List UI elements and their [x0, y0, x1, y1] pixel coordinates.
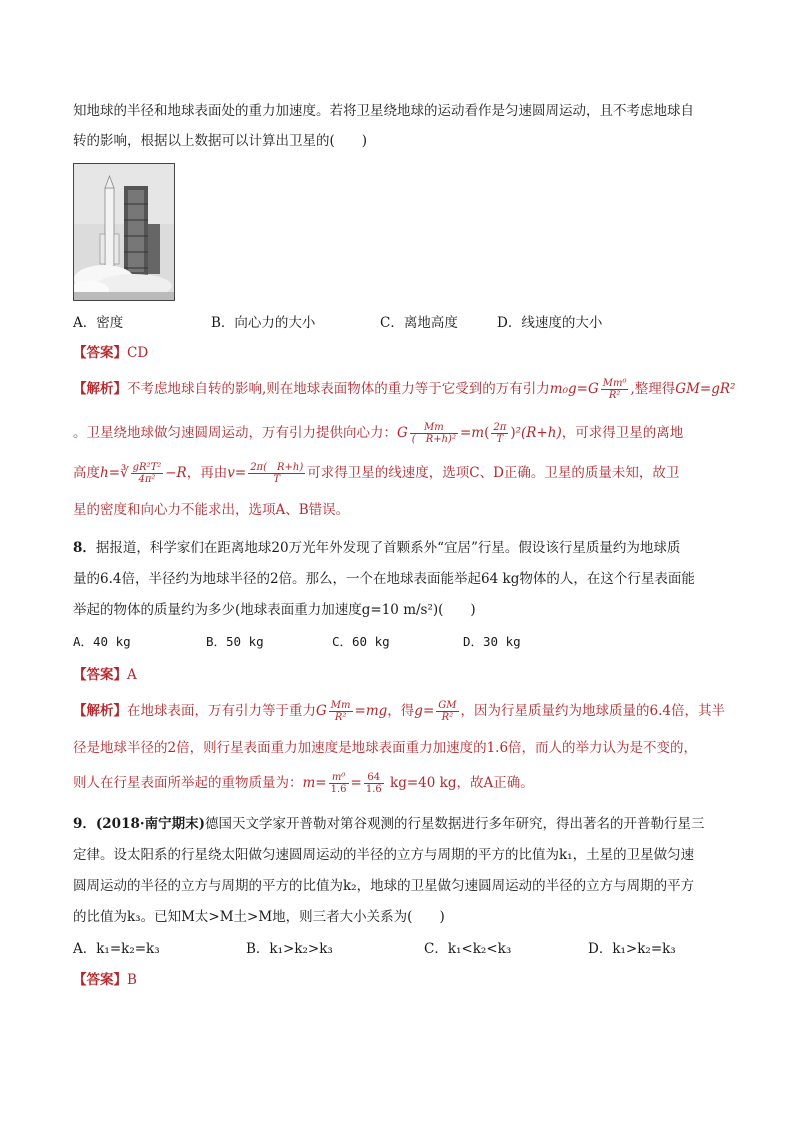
- question-number: 8．: [73, 540, 96, 556]
- q7-stem-line1: 知地球的半径和地球表面处的重力加速度。若将卫星绕地球的运动看作是匀速圆周运动，且不考虑地球自: [73, 103, 694, 119]
- answer-tag: 【答案】: [73, 972, 127, 988]
- formula: GM=gR²: [675, 381, 736, 397]
- fraction: [248, 462, 305, 485]
- q8-analysis-line3: [73, 772, 534, 795]
- q8-analysis-line1: [73, 700, 725, 723]
- q9-option-a: A．k₁=k₂=k₃: [73, 941, 160, 957]
- formula: =mg: [354, 703, 388, 719]
- analysis-text: ，因为行星质量约为地球质量的6.4倍，其半: [460, 703, 725, 719]
- question-text: 据报道，科学家们在距离地球20万光年外发现了首颗系外“宜居”行星。假设该行星质量约为地球质: [95, 540, 681, 556]
- denominator: R²: [441, 712, 454, 723]
- q7-stem-line2: 转的影响，根据以上数据可以计算出卫星的( ): [73, 133, 368, 149]
- analysis-text: ，故A正确。: [456, 775, 534, 791]
- fraction: [364, 772, 384, 795]
- q8-option-c: C．60 kg: [332, 634, 390, 649]
- q8-option-a: A．40 kg: [73, 634, 131, 649]
- analysis-text: 不考虑地球自转的影响,则在地球表面物体的重力等于它受到的万有引力: [127, 381, 550, 397]
- numerator: gR²T²: [132, 462, 162, 473]
- denominator: ( R+h)²: [411, 434, 456, 445]
- formula: h=: [100, 465, 121, 481]
- numerator: Mm: [330, 700, 351, 711]
- numerator: GM: [438, 700, 457, 711]
- q9-answer: [73, 970, 137, 990]
- analysis-text: ，可求得卫星的离地: [561, 425, 684, 441]
- q9-stem-line2: 定律。设太阳系的行星绕太阳做匀速圆周运动的半径的立方与周期的平方的比值为k₁，土星的卫星做匀速: [73, 847, 695, 863]
- analysis-text: 在地球表面，万有引力等于重力: [127, 703, 316, 719]
- formula: m=: [302, 775, 327, 791]
- analysis-text: 可求得卫星的线速度，选项C、D正确。卫星的质量未知，故卫: [307, 465, 680, 481]
- formula: =m: [459, 425, 485, 441]
- q8-answer: [73, 665, 137, 685]
- answer-tag: 【答案】: [73, 345, 127, 361]
- q8-stem-line2: 量的6.4倍，半径约为地球半径的2倍。那么，一个在地球表面能举起64 kg物体的人，在这个行星表面能: [73, 571, 695, 587]
- denominator: R²: [608, 390, 621, 401]
- q8-option-d: D．30 kg: [463, 634, 521, 649]
- q7-option-d: D．线速度的大小: [497, 315, 603, 331]
- q7-analysis-line2: 。卫星绕地球做匀速圆周运动，万有引力提供向心力：G $\frac{Mm}{\text{( R+h)²}}$ =m( $\frac{2\pi}{T}$ )²(R+h)，可求得卫星的离地: [73, 422, 684, 445]
- q8-option-b: B．50 kg: [206, 634, 264, 649]
- analysis-text: ,整理得: [630, 381, 676, 397]
- analysis-text: 。卫星绕地球做匀速圆周运动，万有引力提供向心力：: [73, 425, 397, 441]
- answer-value: CD: [127, 345, 149, 361]
- q7-analysis-line1: [73, 378, 735, 401]
- fraction: [601, 378, 629, 401]
- denominator: T: [273, 474, 281, 485]
- q9-option-c: C．k₁<k₂<k₃: [424, 941, 512, 957]
- numerator: 2π: [493, 422, 507, 433]
- fraction: [329, 700, 353, 723]
- analysis-text: 则人在行星表面所举起的重物质量为：: [73, 775, 303, 791]
- question-text: 德国天文学家开普勒对第谷观测的行星数据进行多年研究，得出著名的开普勒行星三: [204, 816, 705, 832]
- denominator: T: [496, 434, 504, 445]
- numerator: m⁰: [329, 772, 349, 784]
- analysis-text: 高度: [73, 465, 100, 481]
- analysis-text: ，再由: [186, 465, 228, 481]
- answer-tag: 【答案】: [73, 667, 127, 683]
- formula: =: [350, 775, 362, 791]
- q8-stem-line1: [73, 538, 680, 558]
- q7-option-c: C．离地高度: [380, 315, 458, 331]
- fraction: [329, 772, 349, 795]
- numerator: Mm⁰: [602, 378, 627, 389]
- formula: −R: [165, 465, 187, 481]
- question-number: 9．: [73, 816, 96, 832]
- q8-analysis-line2: 径是地球半径的2倍，则行星表面重力加速度是地球表面重力加速度的1.6倍，而人的举力认为是不变的，: [73, 740, 698, 756]
- formula: ²(R+h): [515, 425, 562, 441]
- q9-stem-line1: [73, 814, 704, 834]
- denominator: R²: [334, 712, 347, 723]
- q9-option-d: D．k₁>k₂=k₃: [588, 941, 676, 957]
- q8-stem-line3: 举起的物体的质量约为多少(地球表面重力加速度g=10 m/s²)( ): [73, 602, 476, 618]
- q7-analysis-line4: 星的密度和向心力不能求出，选项A、B错误。: [73, 502, 350, 518]
- formula: m₀g=G: [549, 381, 599, 397]
- formula: kg=40 kg: [390, 775, 457, 791]
- denominator: 1.6: [365, 784, 382, 795]
- numerator: Mm: [410, 422, 458, 434]
- q9-option-b: B．k₁>k₂>k₃: [246, 941, 333, 957]
- numerator: 64: [364, 772, 384, 784]
- answer-value: A: [127, 667, 137, 683]
- denominator: 4π²: [138, 474, 156, 485]
- formula: G: [397, 425, 408, 441]
- denominator: 1.6: [330, 784, 347, 795]
- formula: g=: [414, 703, 435, 719]
- fraction: [436, 700, 458, 723]
- q7-answer: [73, 343, 148, 363]
- rocket-launch-photo: [73, 163, 175, 301]
- analysis-tag: 【解析】: [73, 381, 127, 397]
- answer-value: B: [127, 972, 137, 988]
- formula: G: [316, 703, 327, 719]
- analysis-tag: 【解析】: [73, 703, 127, 719]
- q7-analysis-line3: 高度h=∛ $\frac{\text{gR²T²}}{\text{4π²}}$ −R，再由v= $\frac{2\pi( R+h)}{T}$ 可求得卫星的线速度，选项C、D正确。卫星的质量未知，故卫: [73, 462, 680, 485]
- numerator: 2π( R+h): [250, 462, 304, 473]
- q7-option-b: B．向心力的大小: [211, 315, 316, 331]
- q7-option-a: A．密度: [73, 315, 124, 331]
- analysis-text: ，得: [387, 703, 415, 719]
- fraction: [131, 462, 164, 485]
- q9-stem-line4: 的比值为k₃。已知M太>M土>M地，则三者大小关系为( ): [73, 909, 445, 925]
- fraction: [491, 422, 508, 445]
- question-source: (2018·南宁期末): [95, 816, 205, 832]
- rocket-launch-image: [74, 164, 174, 300]
- fraction: [410, 422, 458, 445]
- formula: v=: [227, 465, 247, 481]
- q9-stem-line3: 圆周运动的半径的立方与周期的平方的比值为k₂，地球的卫星做匀速圆周运动的半径的立方与周期的平方: [73, 878, 695, 894]
